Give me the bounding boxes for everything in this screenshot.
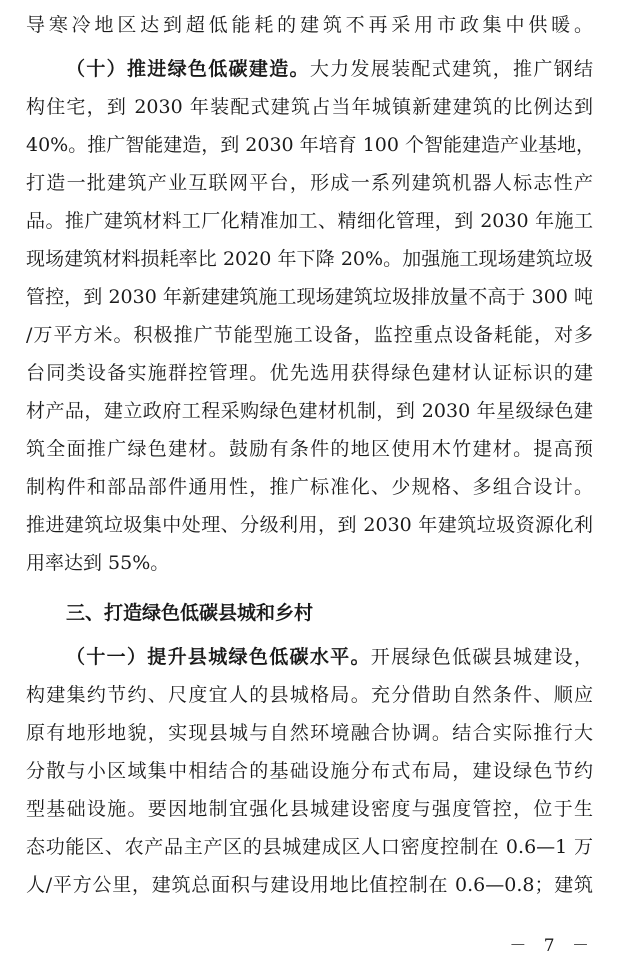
paragraph-text: 材产品，建立政府工程采购绿色建材机制，到 2030 年星级绿色建 [26, 400, 593, 422]
text-line [0, 88, 623, 126]
section-10-first-line [0, 50, 623, 88]
paragraph-text: 导寒冷地区达到超低能耗的建筑不再采用市政集中供暖。 [26, 14, 593, 36]
paragraph-text: 品。推广建筑材料工厂化精准加工、精细化管理，到 2030 年施工 [26, 210, 593, 232]
paragraph-text: 开展绿色低碳县城建设， [370, 646, 593, 668]
text-line [0, 866, 623, 904]
paragraph-text: 大力发展装配式建筑，推广钢结 [309, 58, 593, 80]
paragraph-text: 构住宅，到 2030 年装配式建筑占当年城镇新建建筑的比例达到 [26, 96, 593, 118]
section-11-first-line [0, 638, 623, 676]
text-line [0, 392, 623, 430]
paragraph-text: 40%。推广智能建造，到 2030 年培育 100 个智能建造产业基地， [26, 134, 596, 156]
text-line [0, 676, 623, 714]
text-line [0, 430, 623, 468]
paragraph-text: /万平方米。积极推广节能型施工设备，监控重点设备耗能，对多 [26, 324, 593, 346]
paragraph-text: 管控，到 2030 年新建建筑施工现场建筑垃圾排放量不高于 300 吨 [26, 286, 593, 308]
paragraph-text: 现场建筑材料损耗率比 2020 年下降 20%。加强施工现场建筑垃圾 [26, 248, 593, 270]
text-line [0, 790, 623, 828]
text-line [0, 202, 623, 240]
text-line [0, 126, 623, 164]
paragraph-text: 原有地形地貌，实现县城与自然环境融合协调。结合实际推行大 [26, 722, 593, 744]
text-line [0, 240, 623, 278]
section-10-lead-in: （十）推进绿色低碳建造。 [66, 58, 310, 80]
paragraph-text: 台同类设备实施群控管理。优先选用获得绿色建材认证标识的建 [26, 362, 593, 384]
paragraph-text: 推进建筑垃圾集中处理、分级利用，到 2030 年建筑垃圾资源化利 [26, 514, 593, 536]
paragraph-text: 态功能区、农产品主产区的县城建成区人口密度控制在 0.6—1 万 [26, 836, 593, 858]
paragraph-text: 打造一批建筑产业互联网平台，形成一系列建筑机器人标志性产 [26, 172, 593, 194]
text-line [0, 714, 623, 752]
text-line [0, 354, 623, 392]
paragraph-text: 构建集约节约、尺度宜人的县城格局。充分借助自然条件、顺应 [26, 684, 593, 706]
paragraph-text: 人/平方公里，建筑总面积与建设用地比值控制在 0.6—0.8；建筑 [26, 874, 594, 896]
paragraph-text: 制构件和部品部件通用性，推广标准化、少规格、多组合设计。 [26, 476, 593, 498]
text-line [0, 506, 623, 544]
section-heading: 三、打造绿色低碳县城和乡村 [66, 602, 314, 624]
text-line [0, 6, 623, 44]
text-line [0, 278, 623, 316]
text-line [0, 164, 623, 202]
text-line [0, 316, 623, 354]
paragraph-text: 筑全面推广绿色建材。鼓励有条件的地区使用木竹建材。提高预 [26, 438, 593, 460]
text-line [0, 468, 623, 506]
section-11-lead-in: （十一）提升县城绿色低碳水平。 [66, 646, 371, 668]
paragraph-text: 分散与小区域集中相结合的基础设施分布式布局，建设绿色节约 [26, 760, 593, 782]
text-line [0, 828, 623, 866]
text-line [0, 544, 623, 582]
paragraph-text: 型基础设施。要因地制宜强化县城建设密度与强度管控，位于生 [26, 798, 593, 820]
paragraph-text: 用率达到 55%。 [26, 552, 170, 574]
page-number: － 7 － [509, 936, 595, 956]
text-line [0, 752, 623, 790]
